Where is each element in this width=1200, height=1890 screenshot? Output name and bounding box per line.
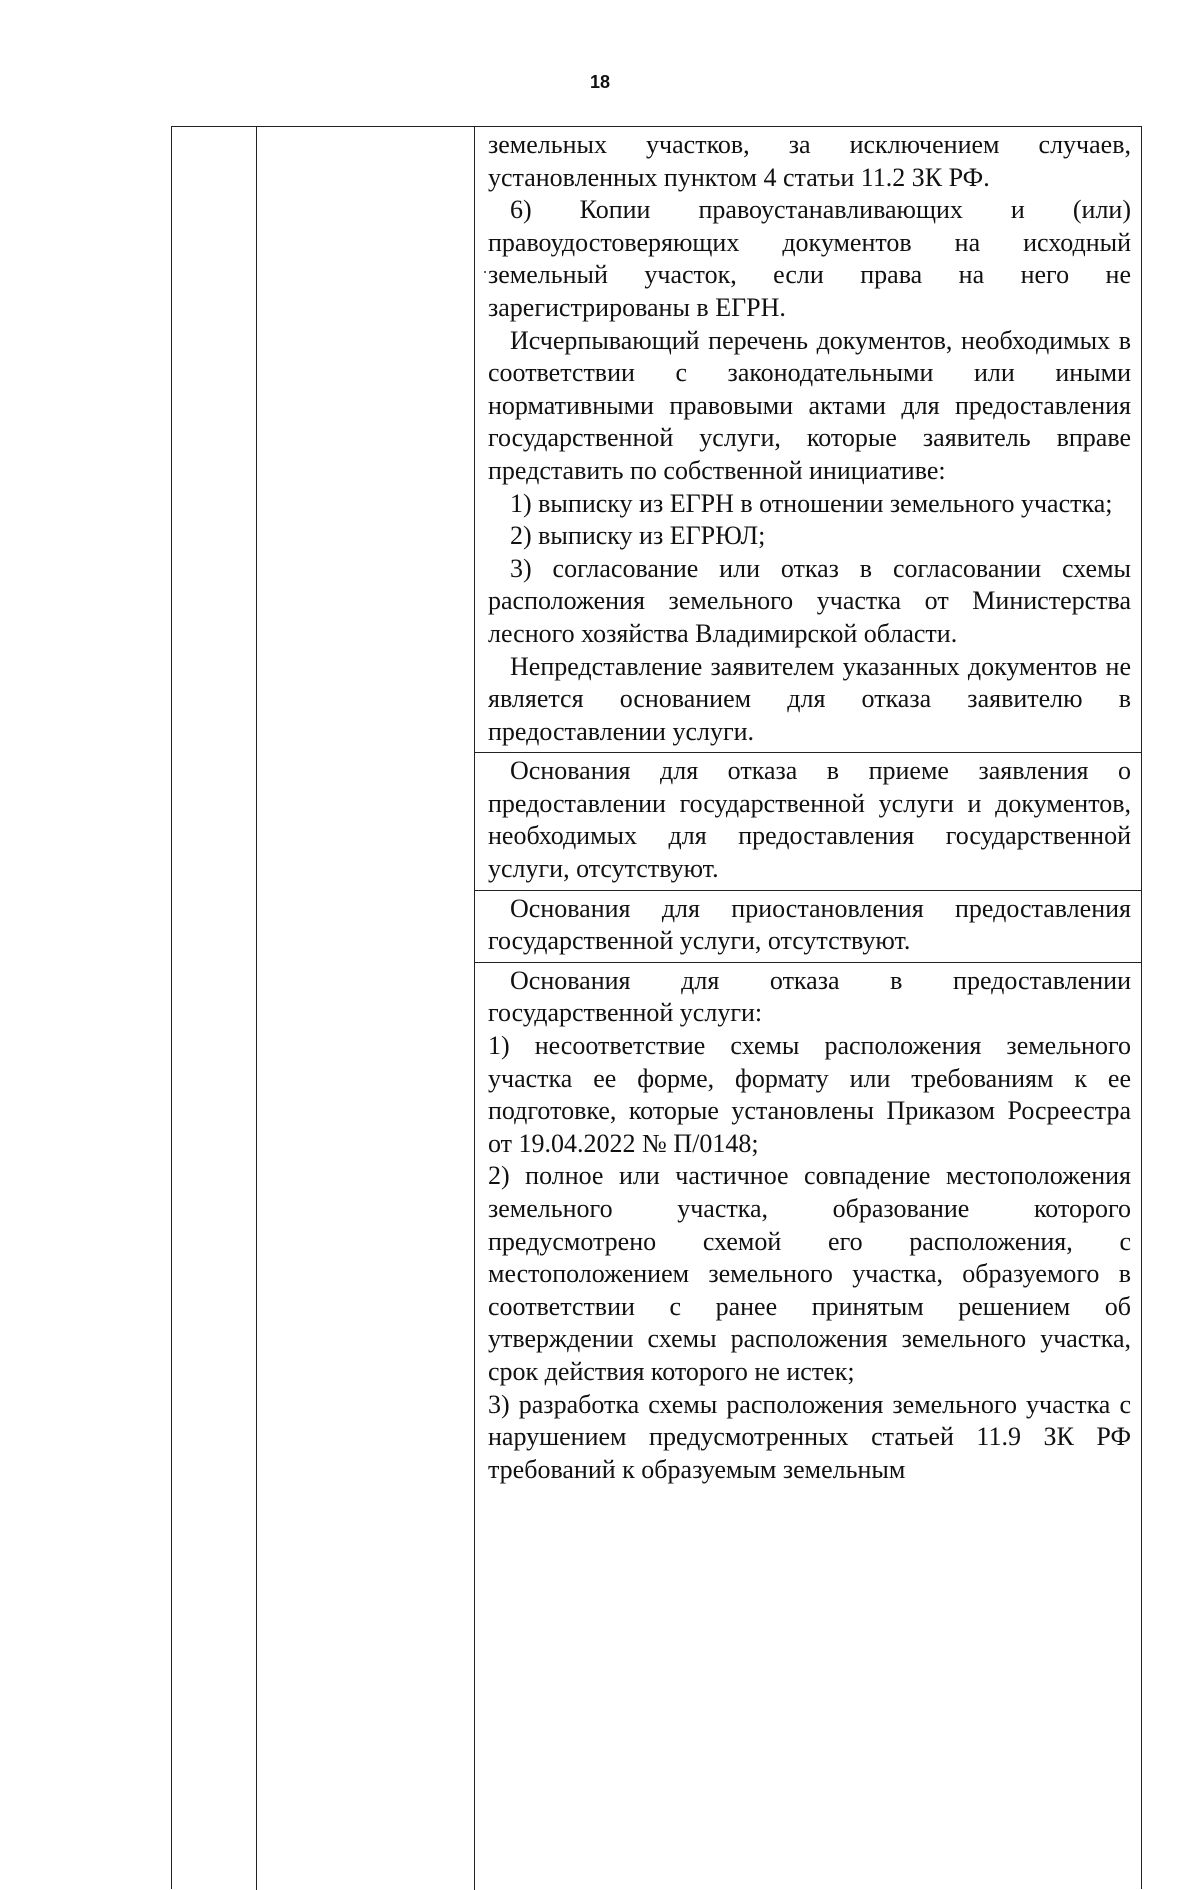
paragraph: Основания для отказа в приеме заявления о предоставлении государственной услуги и документов, необходимых для предоставления государственной услуги, отсутствуют.: [488, 756, 1131, 884]
table-cell-refusal-reception: [474, 753, 1141, 890]
list-item: 3) разработка схемы расположения земельного участка с нарушением предусмотренных статьей 11.9 ЗК РФ требований к образуемым земельным: [488, 1389, 1131, 1484]
paragraph: Основания для приостановления предоставления государственной услуги, отсутствуют.: [488, 893, 1131, 956]
table-cell-documents: [474, 127, 1141, 753]
list-item: 1) выписку из ЕГРН в отношении земельного участка;: [510, 488, 1113, 518]
content-column: [474, 127, 1141, 1490]
paragraph: Непредставление заявителем указанных документов не является основанием для отказа заявителю в предоставлении услуги.: [488, 651, 1131, 746]
list-item: 2) полное или частичное совпадение местоположения земельного участка, образование которого предусмотрено схемой его расположения, с местоположением земельного участка, образуемого в соответствии с ранее принятым решением об утверждении схемы расположения земельного участка, срок действия которого не истек;: [488, 1161, 1131, 1386]
paragraph: земельных участков, за исключением случаев, установленных пунктом 4 статьи 11.2 ЗК РФ.: [488, 130, 1131, 192]
list-item: 1) несоответствие схемы расположения земельного участка ее форме, формату или требованиям к ее подготовке, которые установлены Приказом Росреестра от 19.04.2022 № П/0148;: [488, 1031, 1131, 1158]
page-number: 18: [589, 72, 611, 92]
list-item: 2) выписку из ЕГРЮЛ;: [510, 521, 766, 551]
column-divider-1: [256, 127, 257, 1890]
list-item: 3) согласование или отказ в согласовании схемы расположения земельного участка от Министерства лесного хозяйства Владимирской области.: [488, 553, 1131, 648]
document-table: [171, 126, 1142, 1889]
table-cell-suspension: [474, 891, 1141, 963]
paragraph: 6) Копии правоустанавливающих и (или) правоудостоверяющих документов на исходный земельный участок, если права на него не зарегистрированы в ЕГРН.: [488, 195, 1131, 322]
table-cell-refusal-grounds: [474, 963, 1141, 1491]
paragraph: Основания для отказа в предоставлении государственной услуги:: [488, 965, 1131, 1028]
paragraph: Исчерпывающий перечень документов, необходимых в соответствии с законодательными или иными нормативными правовыми актами для предоставления государственной услуги, которые заявитель вправе представить по собственной инициативе:: [488, 325, 1131, 485]
